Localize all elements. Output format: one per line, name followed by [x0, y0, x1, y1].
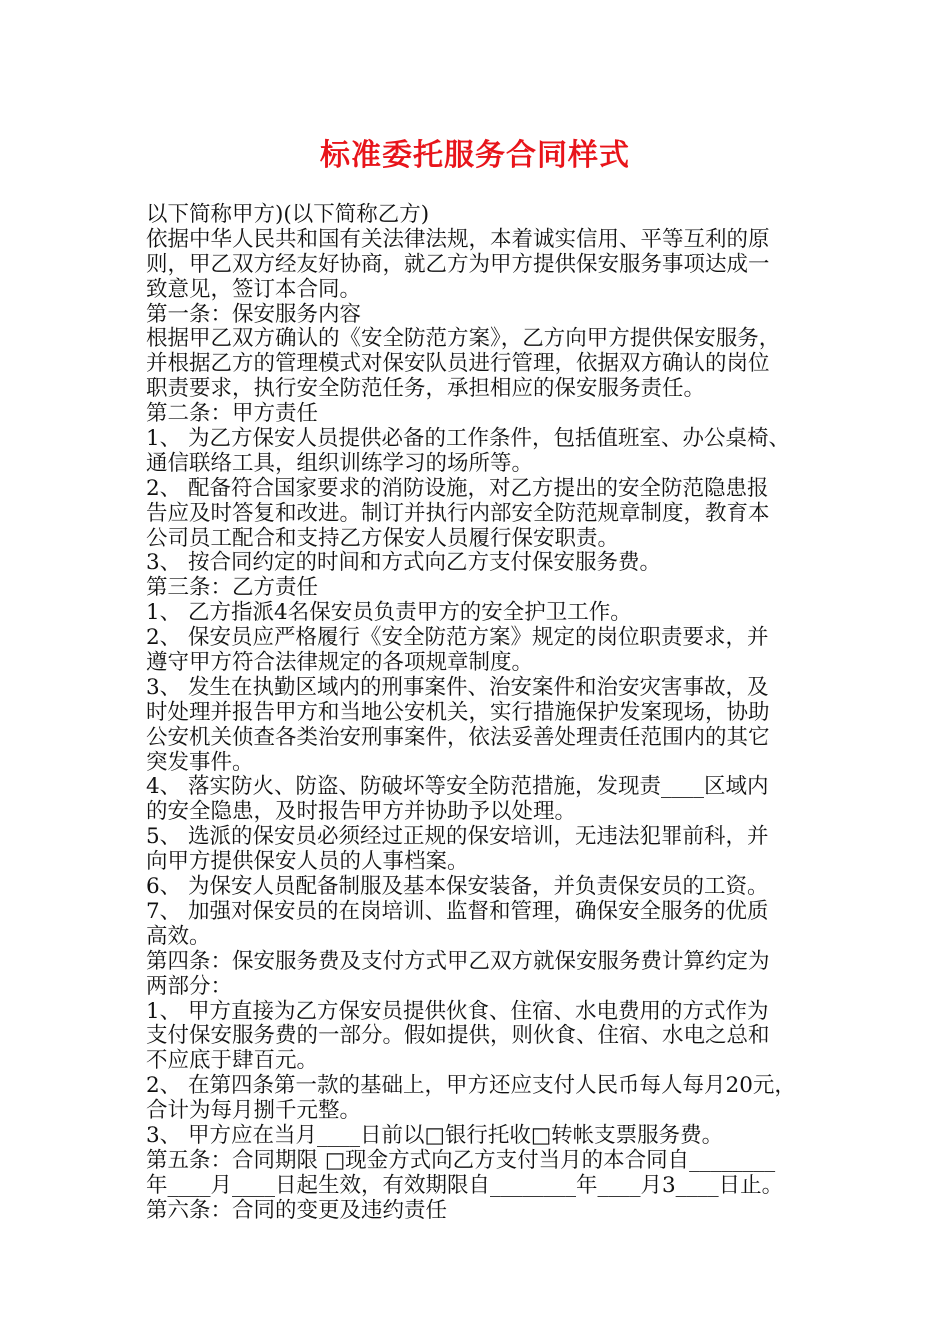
body-line: 第四条：保安服务费及支付方式甲乙双方就保安服务费计算约定为: [146, 948, 770, 974]
body-line: 2、 保安员应严格履行《安全防范方案》规定的岗位职责要求，并: [146, 625, 769, 651]
body-line: 通信联络工具，组织训练学习的场所等。: [146, 450, 534, 476]
body-line: 1、 乙方指派4名保安员负责甲方的安全护卫工作。: [146, 600, 632, 626]
body-line: 合计为每月捌千元整。: [146, 1098, 362, 1124]
body-line: 支付保安服务费的一部分。假如提供，则伙食、住宿、水电之总和: [146, 1023, 770, 1049]
body-line: 第一条：保安服务内容: [146, 301, 362, 327]
body-line: 根据甲乙双方确认的《安全防范方案》，乙方向甲方提供保安服务，: [146, 326, 781, 352]
body-line: 致意见，签订本合同。: [146, 276, 362, 302]
body-line: 的安全隐患，及时报告甲方并协助予以处理。: [146, 799, 577, 825]
body-line: 向甲方提供保安人员的人事档案。: [146, 849, 469, 875]
body-line: 3、 发生在执勤区域内的刑事案件、治安案件和治安灾害事故，及: [146, 674, 769, 700]
body-line: 并根据乙方的管理模式对保安队员进行管理，依据双方确认的岗位: [146, 351, 770, 377]
body-line: 职责要求，执行安全防范任务，承担相应的保安服务责任。: [146, 376, 706, 402]
body-line: 以下简称甲方)(以下简称乙方): [146, 202, 430, 227]
body-line: 不应底于肆百元。: [146, 1048, 319, 1074]
body-line: 两部分：: [146, 973, 233, 999]
body-line: 第三条：乙方责任: [146, 575, 319, 601]
body-line: 1、 为乙方保安人员提供必备的工作条件，包括值班室、办公桌椅、: [146, 426, 791, 452]
body-line: 公安机关侦查各类治安刑事案件，依法妥善处理责任范围内的其它: [146, 724, 770, 750]
body-line: 告应及时答复和改进。制订并执行内部安全防范规章制度，教育本: [146, 500, 770, 526]
document-title: 标准委托服务合同样式: [320, 138, 630, 173]
body-line: 2、 在第四条第一款的基础上，甲方还应支付人民币每人每月20元，: [146, 1073, 796, 1099]
body-line: 时处理并报告甲方和当地公安机关，实行措施保护发案现场，协助: [146, 699, 770, 725]
body-line: 公司员工配合和支持乙方保安人员履行保安职责。: [146, 525, 620, 551]
body-line: 1、 甲方直接为乙方保安员提供伙食、住宿、水电费用的方式作为: [146, 998, 769, 1024]
body-line: 第六条：合同的变更及违约责任: [146, 1197, 448, 1223]
body-line: 5、 选派的保安员必须经过正规的保安培训，无违法犯罪前科，并: [146, 824, 769, 850]
body-line: 7、 加强对保安员的在岗培训、监督和管理，确保安全服务的优质: [146, 898, 769, 924]
body-line: 第二条：甲方责任: [146, 401, 319, 427]
body-line: 6、 为保安人员配备制服及基本保安装备，并负责保安员的工资。: [146, 874, 769, 900]
document-body: [146, 203, 816, 1224]
body-line: 2、 配备符合国家要求的消防设施，对乙方提出的安全防范隐患报: [146, 475, 769, 501]
body-line: 年____月____日起生效，有效期限自________年____月3____日止。: [146, 1172, 784, 1198]
body-line: 突发事件。: [146, 749, 254, 775]
body-line: 则，甲乙双方经友好协商，就乙方为甲方提供保安服务事项达成一: [146, 251, 770, 277]
body-line: 3、 按合同约定的时间和方式向乙方支付保安服务费。: [146, 550, 662, 576]
body-line: 3、 甲方应在当月____日前以□银行托收□转帐支票服务费。: [146, 1122, 724, 1148]
body-line: 高效。: [146, 923, 211, 949]
body-line: 遵守甲方符合法律规定的各项规章制度。: [146, 650, 534, 676]
body-line: 4、 落实防火、防盗、防破坏等安全防范措施，发现责____区域内: [146, 774, 769, 800]
body-line: 第五条：合同期限 □现金方式向乙方支付当月的本合同自________: [146, 1147, 776, 1173]
body-line: 依据中华人民共和国有关法律法规，本着诚实信用、平等互利的原: [146, 226, 770, 252]
